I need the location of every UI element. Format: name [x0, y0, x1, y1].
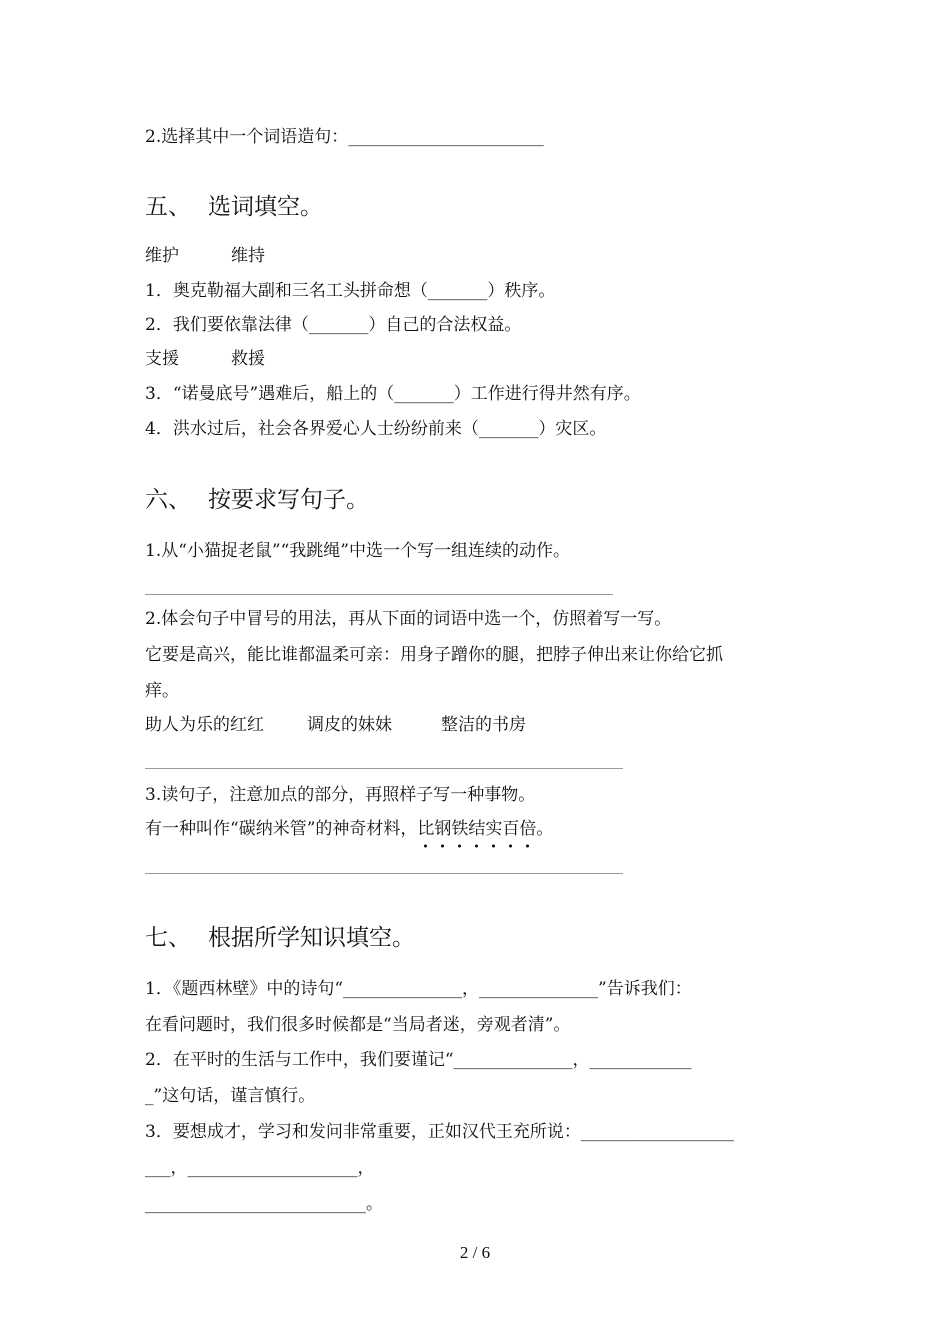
section-5-number: 五、 [145, 194, 191, 220]
knowledge-question-3-line-2: ___，____________________， [145, 1158, 375, 1178]
example-sentence-line-1: 它要是高兴，能比谁都温柔可亲：用身子蹭你的腿，把脖子伸出来让你给它抓 [145, 645, 723, 665]
word-choice: 调皮的妹妹 [307, 715, 392, 735]
section-7-number: 七、 [145, 925, 191, 951]
word-pair-1 [145, 245, 265, 267]
fill-question-4: 4．洪水过后，社会各界爱心人士纷纷前来（_______）灾区。 [145, 419, 607, 439]
knowledge-question-2-line-2: _”这句话，谨言慎行。 [145, 1086, 316, 1106]
emphasis-text: 比钢铁结实百倍 [417, 819, 537, 839]
sentence-question-1: 1.从“小猫捉老鼠”“我跳绳”中选一个写一组连续的动作。 [145, 541, 570, 561]
word-choice: 助人为乐的红红 [145, 715, 264, 735]
example-plain-text: 有一种叫作“碳纳米管”的神奇材料， [145, 819, 418, 839]
section-5-title: 选词填空。 [208, 194, 323, 220]
page-number: 2 / 6 [459, 1243, 491, 1262]
example-end-punct: 。 [536, 819, 554, 839]
word-choice: 整洁的书房 [441, 715, 526, 735]
sentence-question-2: 2.体会句子中冒号的用法，再从下面的词语中选一个，仿照着写一写。 [145, 609, 672, 629]
word-option: 维护 [145, 246, 179, 266]
knowledge-question-1-line-2: 在看问题时，我们很多时候都是“当局者迷，旁观者清”。 [145, 1015, 571, 1035]
fill-question-1: 1．奥克勒福大副和三名工头拼命想（_______）秩序。 [145, 281, 556, 301]
knowledge-question-2-line-1: 2．在平时的生活与工作中，我们要谨记“______________，____________ [145, 1050, 692, 1070]
word-option: 救援 [231, 349, 265, 369]
section-5-heading [145, 192, 323, 222]
sentence-question-3: 3.读句子，注意加点的部分，再照样子写一种事物。 [145, 785, 536, 805]
word-option: 支援 [145, 349, 179, 369]
answer-line[interactable] [145, 594, 613, 595]
word-option: 维持 [231, 246, 265, 266]
word-choices [145, 714, 526, 736]
example-sentence-line-2: 痒。 [145, 681, 179, 701]
knowledge-question-1-line-1: 1．《题西林壁》中的诗句“______________，______________”告诉我们： [145, 979, 692, 999]
section-6-heading [145, 485, 369, 515]
fill-question-3: 3．“诺曼底号”遇难后，船上的（_______）工作进行得井然有序。 [145, 384, 641, 404]
answer-line[interactable] [145, 873, 623, 874]
knowledge-question-3-line-1: 3．要想成才，学习和发问非常重要，正如汉代王充所说：__________________ [145, 1122, 734, 1142]
word-pair-2 [145, 348, 265, 370]
section-6-title: 按要求写句子。 [208, 487, 369, 513]
q2-make-sentence: 2.选择其中一个词语造句：_______________________ [145, 127, 544, 147]
fill-question-2: 2．我们要依靠法律（_______）自己的合法权益。 [145, 315, 522, 335]
section-6-number: 六、 [145, 487, 191, 513]
example-sentence-dotted [145, 818, 553, 840]
section-7-heading [145, 923, 415, 953]
section-7-title: 根据所学知识填空。 [208, 925, 415, 951]
emphasis-dotted-text [417, 819, 536, 839]
knowledge-question-3-line-3: __________________________。 [145, 1194, 383, 1214]
emphasis-dots [417, 843, 536, 849]
answer-line[interactable] [145, 768, 623, 769]
